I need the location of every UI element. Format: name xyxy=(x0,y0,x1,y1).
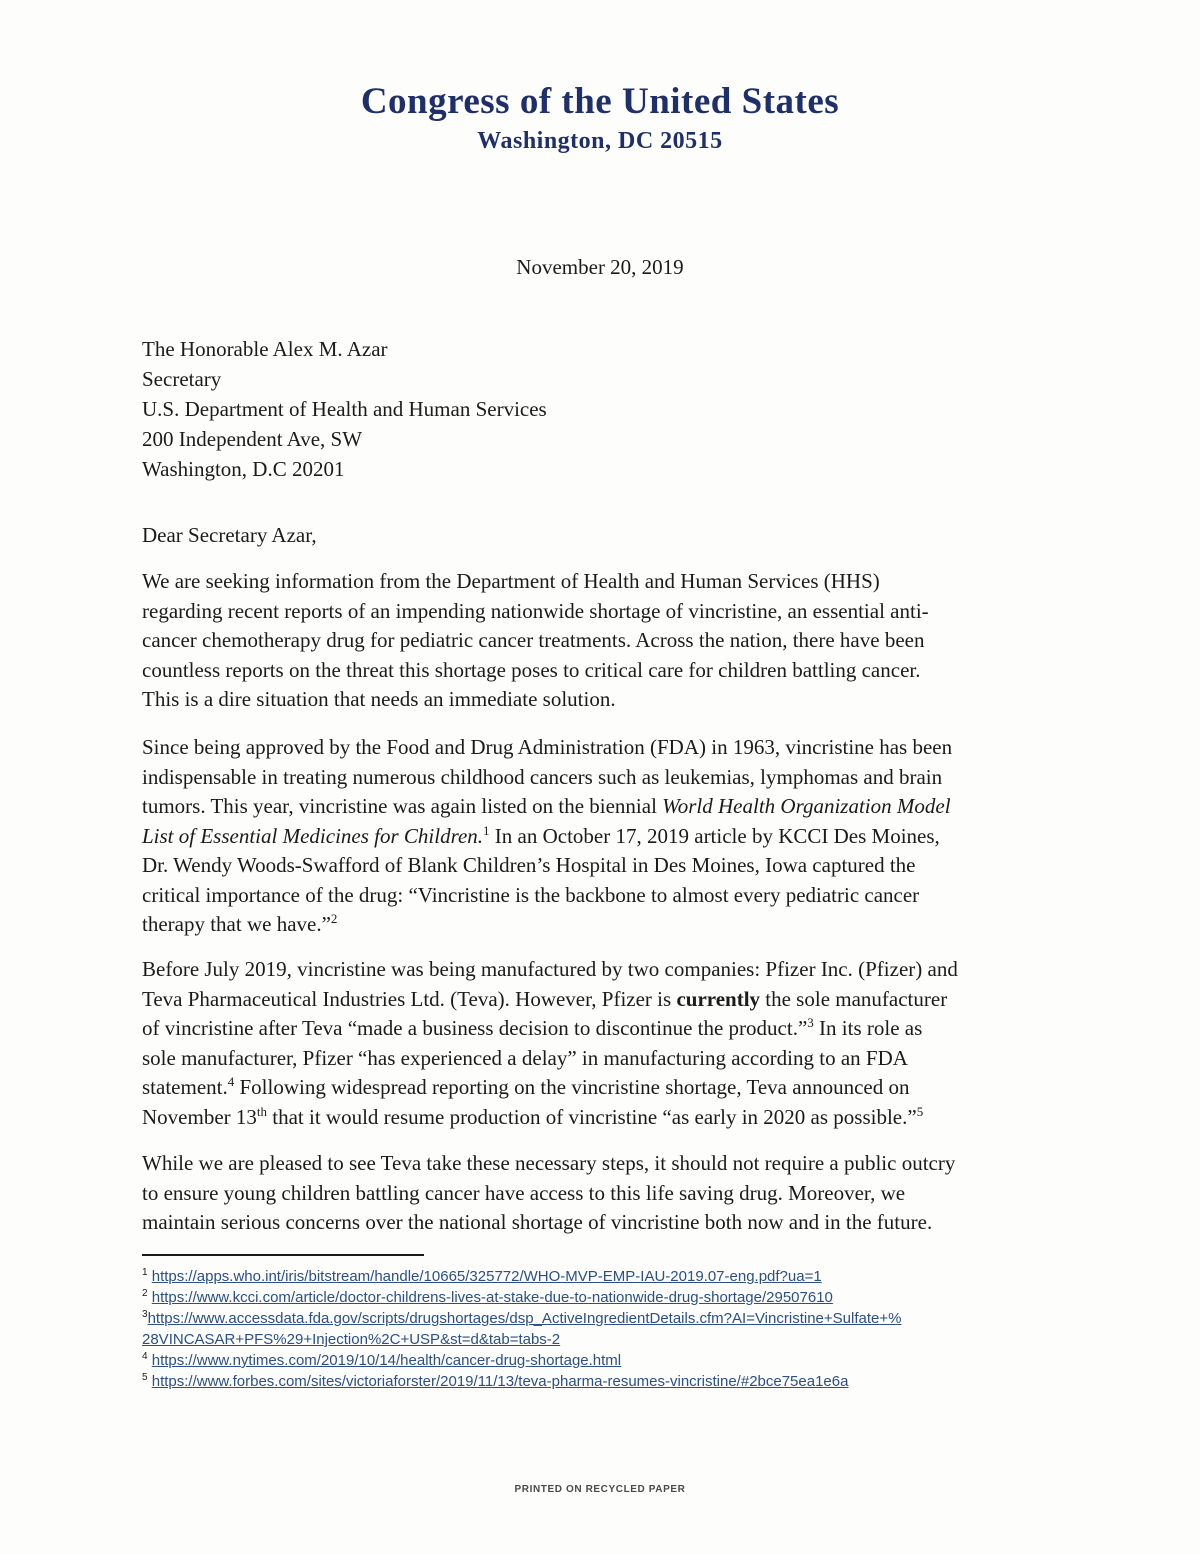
recycled-paper-footer: PRINTED ON RECYCLED PAPER xyxy=(514,1484,686,1495)
text-line: regarding recent reports of an impending nationwide shortage of vincristine, an essential anti- xyxy=(142,598,929,623)
recipient-line: The Honorable Alex M. Azar xyxy=(142,337,388,361)
text-line: maintain serious concerns over the national shortage of vincristine both now and in the future. xyxy=(142,1210,933,1234)
text-line: countless reports on the threat this shortage poses to critical care for children battling cancer. xyxy=(142,657,921,682)
recipient-address xyxy=(142,334,547,484)
letterhead-title: Congress of the United States xyxy=(360,81,840,122)
footnote-ref: 2 xyxy=(330,911,338,926)
footnote xyxy=(142,1329,901,1350)
footnote-link[interactable]: https://www.nytimes.com/2019/10/14/health/cancer-drug-shortage.html xyxy=(151,1352,622,1369)
text-line: sole manufacturer, Pfizer “has experienced a delay” in manufacturing according to an FDA xyxy=(142,1045,908,1070)
paragraph-1 xyxy=(142,567,1062,715)
footnote-link[interactable]: https://www.kcci.com/article/doctor-childrens-lives-at-stake-due-to-nationwide-drug-shortage/29507610 xyxy=(151,1289,833,1306)
recipient-line: Washington, D.C 20201 xyxy=(142,457,345,481)
footnote-number: 3 xyxy=(142,1309,148,1320)
text-line xyxy=(142,792,1062,822)
text-line xyxy=(142,1103,1062,1133)
text-line: This is a dire situation that needs an immediate solution. xyxy=(142,687,616,711)
text-segment: Teva Pharmaceutical Industries Ltd. (Teva). However, Pfizer is xyxy=(142,986,677,1011)
text-line: critical importance of the drug: “Vincristine is the backbone to almost every pediatric cancer xyxy=(142,882,920,907)
footnote xyxy=(142,1308,901,1329)
footnote xyxy=(142,1266,901,1287)
footnote-ref: 1 xyxy=(483,822,490,838)
who-list-title: World Health Organization Model xyxy=(662,794,951,818)
who-list-title: List of Essential Medicines for Children. xyxy=(142,823,484,848)
recipient-line: Secretary xyxy=(142,367,222,391)
ordinal-suffix: th xyxy=(256,1103,268,1119)
text-line: indispensable in treating numerous childhood cancers such as leukemias, lymphomas and brain xyxy=(142,764,943,789)
text-segment: statement. xyxy=(142,1075,228,1099)
footnote-link[interactable]: https://www.accessdata.fda.gov/scripts/drugshortages/dsp_ActiveIngredientDetails.cfm?AI=Vincristine+Sulfate+% xyxy=(147,1310,902,1327)
text-line xyxy=(142,910,1062,940)
footnote-divider xyxy=(142,1254,424,1256)
footnote xyxy=(142,1350,901,1371)
footnote-number: 1 xyxy=(142,1267,148,1278)
footnote xyxy=(142,1371,901,1392)
paragraph-3 xyxy=(142,955,1062,1132)
paragraph-4 xyxy=(142,1149,1062,1238)
letter-date: November 20, 2019 xyxy=(516,255,684,279)
text-segment: November 13 xyxy=(142,1104,257,1129)
text-line: Dr. Wendy Woods-Swafford of Blank Children’s Hospital in Des Moines, Iowa captured the xyxy=(142,853,916,877)
recipient-line: 200 Independent Ave, SW xyxy=(142,427,363,451)
text-segment: Following widespread reporting on the vincristine shortage, Teva announced on xyxy=(234,1075,910,1099)
text-segment: In its role as xyxy=(813,1016,923,1040)
text-segment: the sole manufacturer xyxy=(760,986,948,1011)
footnote-link[interactable]: https://www.forbes.com/sites/victoriaforster/2019/11/13/teva-pharma-resumes-vincristine/#2bce75ea1e6a xyxy=(151,1373,849,1390)
footnote-link[interactable]: https://apps.who.int/iris/bitstream/handle/10665/325772/WHO-MVP-EMP-IAU-2019.07-eng.pdf?ua=1 xyxy=(151,1268,822,1285)
footnote-ref: 5 xyxy=(916,1103,924,1119)
text-line: to ensure young children battling cancer have access to this life saving drug. Moreover, we xyxy=(142,1180,906,1205)
footnote-number: 2 xyxy=(142,1288,148,1299)
text-segment: In an October 17, 2019 article by KCCI Des Moines, xyxy=(489,823,940,848)
footnote-ref: 3 xyxy=(807,1015,814,1030)
footnotes xyxy=(142,1266,901,1392)
text-line: Since being approved by the Food and Drug Administration (FDA) in 1963, vincristine has been xyxy=(142,735,953,759)
text-line: While we are pleased to see Teva take these necessary steps, it should not require a public outcry xyxy=(142,1151,956,1175)
footnote-number: 5 xyxy=(142,1372,148,1383)
footnote-link-continued[interactable]: 28VINCASAR+PFS%29+Injection%2C+USP&st=d&tab=tabs-2 xyxy=(142,1331,561,1348)
text-line xyxy=(142,985,1062,1015)
emphasis-currently: currently xyxy=(676,986,761,1011)
recipient-line: U.S. Department of Health and Human Services xyxy=(142,397,547,421)
footnote-ref: 4 xyxy=(227,1074,235,1089)
text-line xyxy=(142,1014,1062,1044)
footnote xyxy=(142,1287,901,1308)
paragraph-2 xyxy=(142,733,1062,940)
letterhead-address: Washington, DC 20515 xyxy=(477,128,723,154)
text-segment: therapy that we have.” xyxy=(142,912,331,936)
text-segment: that it would resume production of vincristine “as early in 2020 as possible.” xyxy=(267,1104,917,1129)
text-line: We are seeking information from the Department of Health and Human Services (HHS) xyxy=(142,569,880,593)
text-segment: of vincristine after Teva “made a business decision to discontinue the product.” xyxy=(142,1016,808,1040)
text-line: cancer chemotherapy drug for pediatric cancer treatments. Across the nation, there have been xyxy=(142,628,925,652)
text-line xyxy=(142,822,1062,852)
salutation: Dear Secretary Azar, xyxy=(142,523,317,547)
text-line: Before July 2019, vincristine was being manufactured by two companies: Pfizer Inc. (Pfizer) and xyxy=(142,957,958,981)
text-segment: tumors. This year, vincristine was again listed on the biennial xyxy=(142,794,663,818)
footnote-number: 4 xyxy=(142,1351,148,1362)
text-line xyxy=(142,1073,1062,1103)
